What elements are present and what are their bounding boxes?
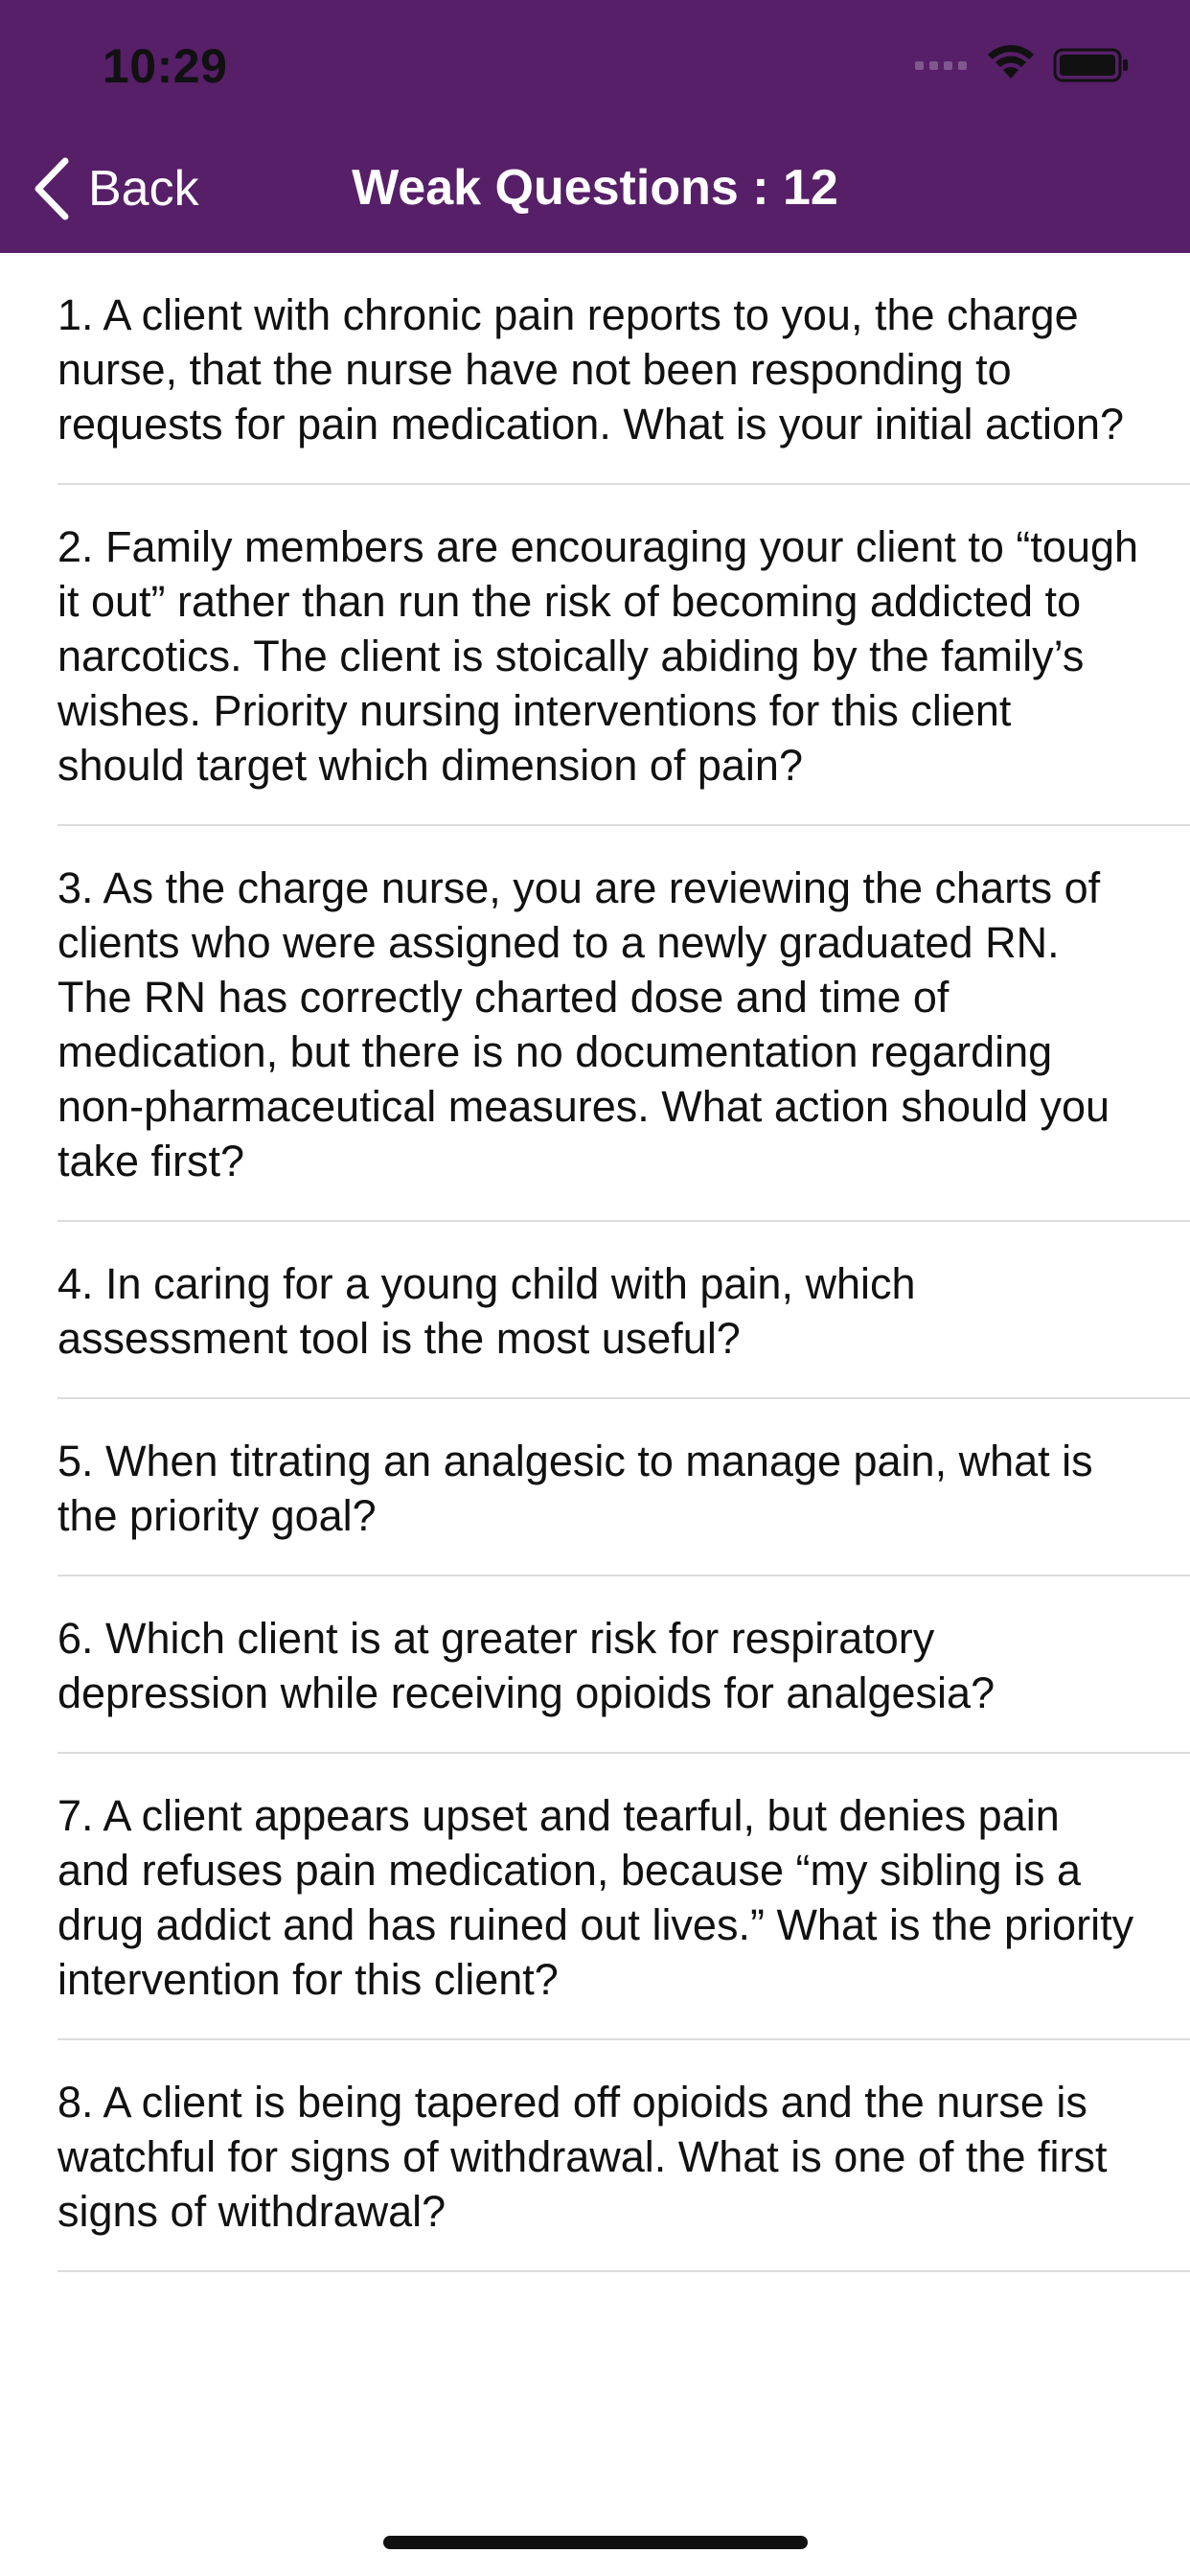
question-item-1[interactable]: [57, 253, 1190, 485]
question-item-7[interactable]: [57, 1754, 1190, 2040]
question-text: 2. Family members are encouraging your client to “tough it out” rather than run the risk of becoming addicted to narcotics. The client is stoically abiding by the family’s wishes. Priority nursing interventions for this client should target which dimension of pain?: [57, 522, 1139, 790]
home-indicator[interactable]: [383, 2536, 808, 2549]
battery-icon: [1053, 48, 1130, 82]
back-label: Back: [88, 161, 199, 217]
question-item-8[interactable]: [57, 2040, 1190, 2272]
wifi-icon: [986, 44, 1036, 80]
cellular-signal-icon: [915, 61, 967, 70]
status-time: 10:29: [103, 39, 228, 93]
question-text: 5. When titrating an analgesic to manage pain, what is the priority goal?: [57, 1437, 1093, 1540]
status-bar: [0, 0, 1190, 126]
question-item-5[interactable]: [57, 1399, 1190, 1576]
question-item-6[interactable]: [57, 1576, 1190, 1754]
page-title: Weak Questions : 12: [352, 160, 838, 216]
question-text: 8. A client is being tapered off opioids and the nurse is watchful for signs of withdrawal. What is one of the first signs of withdrawal?: [57, 2078, 1108, 2236]
question-text: 3. As the charge nurse, you are reviewing the charts of clients who were assigned to a newly graduated RN. The RN has correctly charted dose and time of medication, but there is no documentation regarding non-pharmaceutical measures. What action should you take first?: [57, 863, 1110, 1185]
question-item-3[interactable]: [57, 826, 1190, 1222]
top-bar: [0, 0, 1190, 253]
question-text: 7. A client appears upset and tearful, but denies pain and refuses pain medication, because “my sibling is a drug addict and has ruined out lives.” What is the priority intervention for this client?: [57, 1791, 1134, 2004]
navigation-bar: [0, 126, 1190, 253]
question-text: 6. Which client is at greater risk for respiratory depression while receiving opioids for analgesia?: [57, 1614, 995, 1717]
question-item-4[interactable]: [57, 1222, 1190, 1399]
question-item-2[interactable]: [57, 485, 1190, 826]
question-text: 4. In caring for a young child with pain, which assessment tool is the most useful?: [57, 1259, 916, 1363]
question-list: [0, 253, 1190, 2272]
question-text: 1. A client with chronic pain reports to you, the charge nurse, that the nurse have not been responding to requests for pain medication. What is your initial action?: [57, 290, 1125, 448]
